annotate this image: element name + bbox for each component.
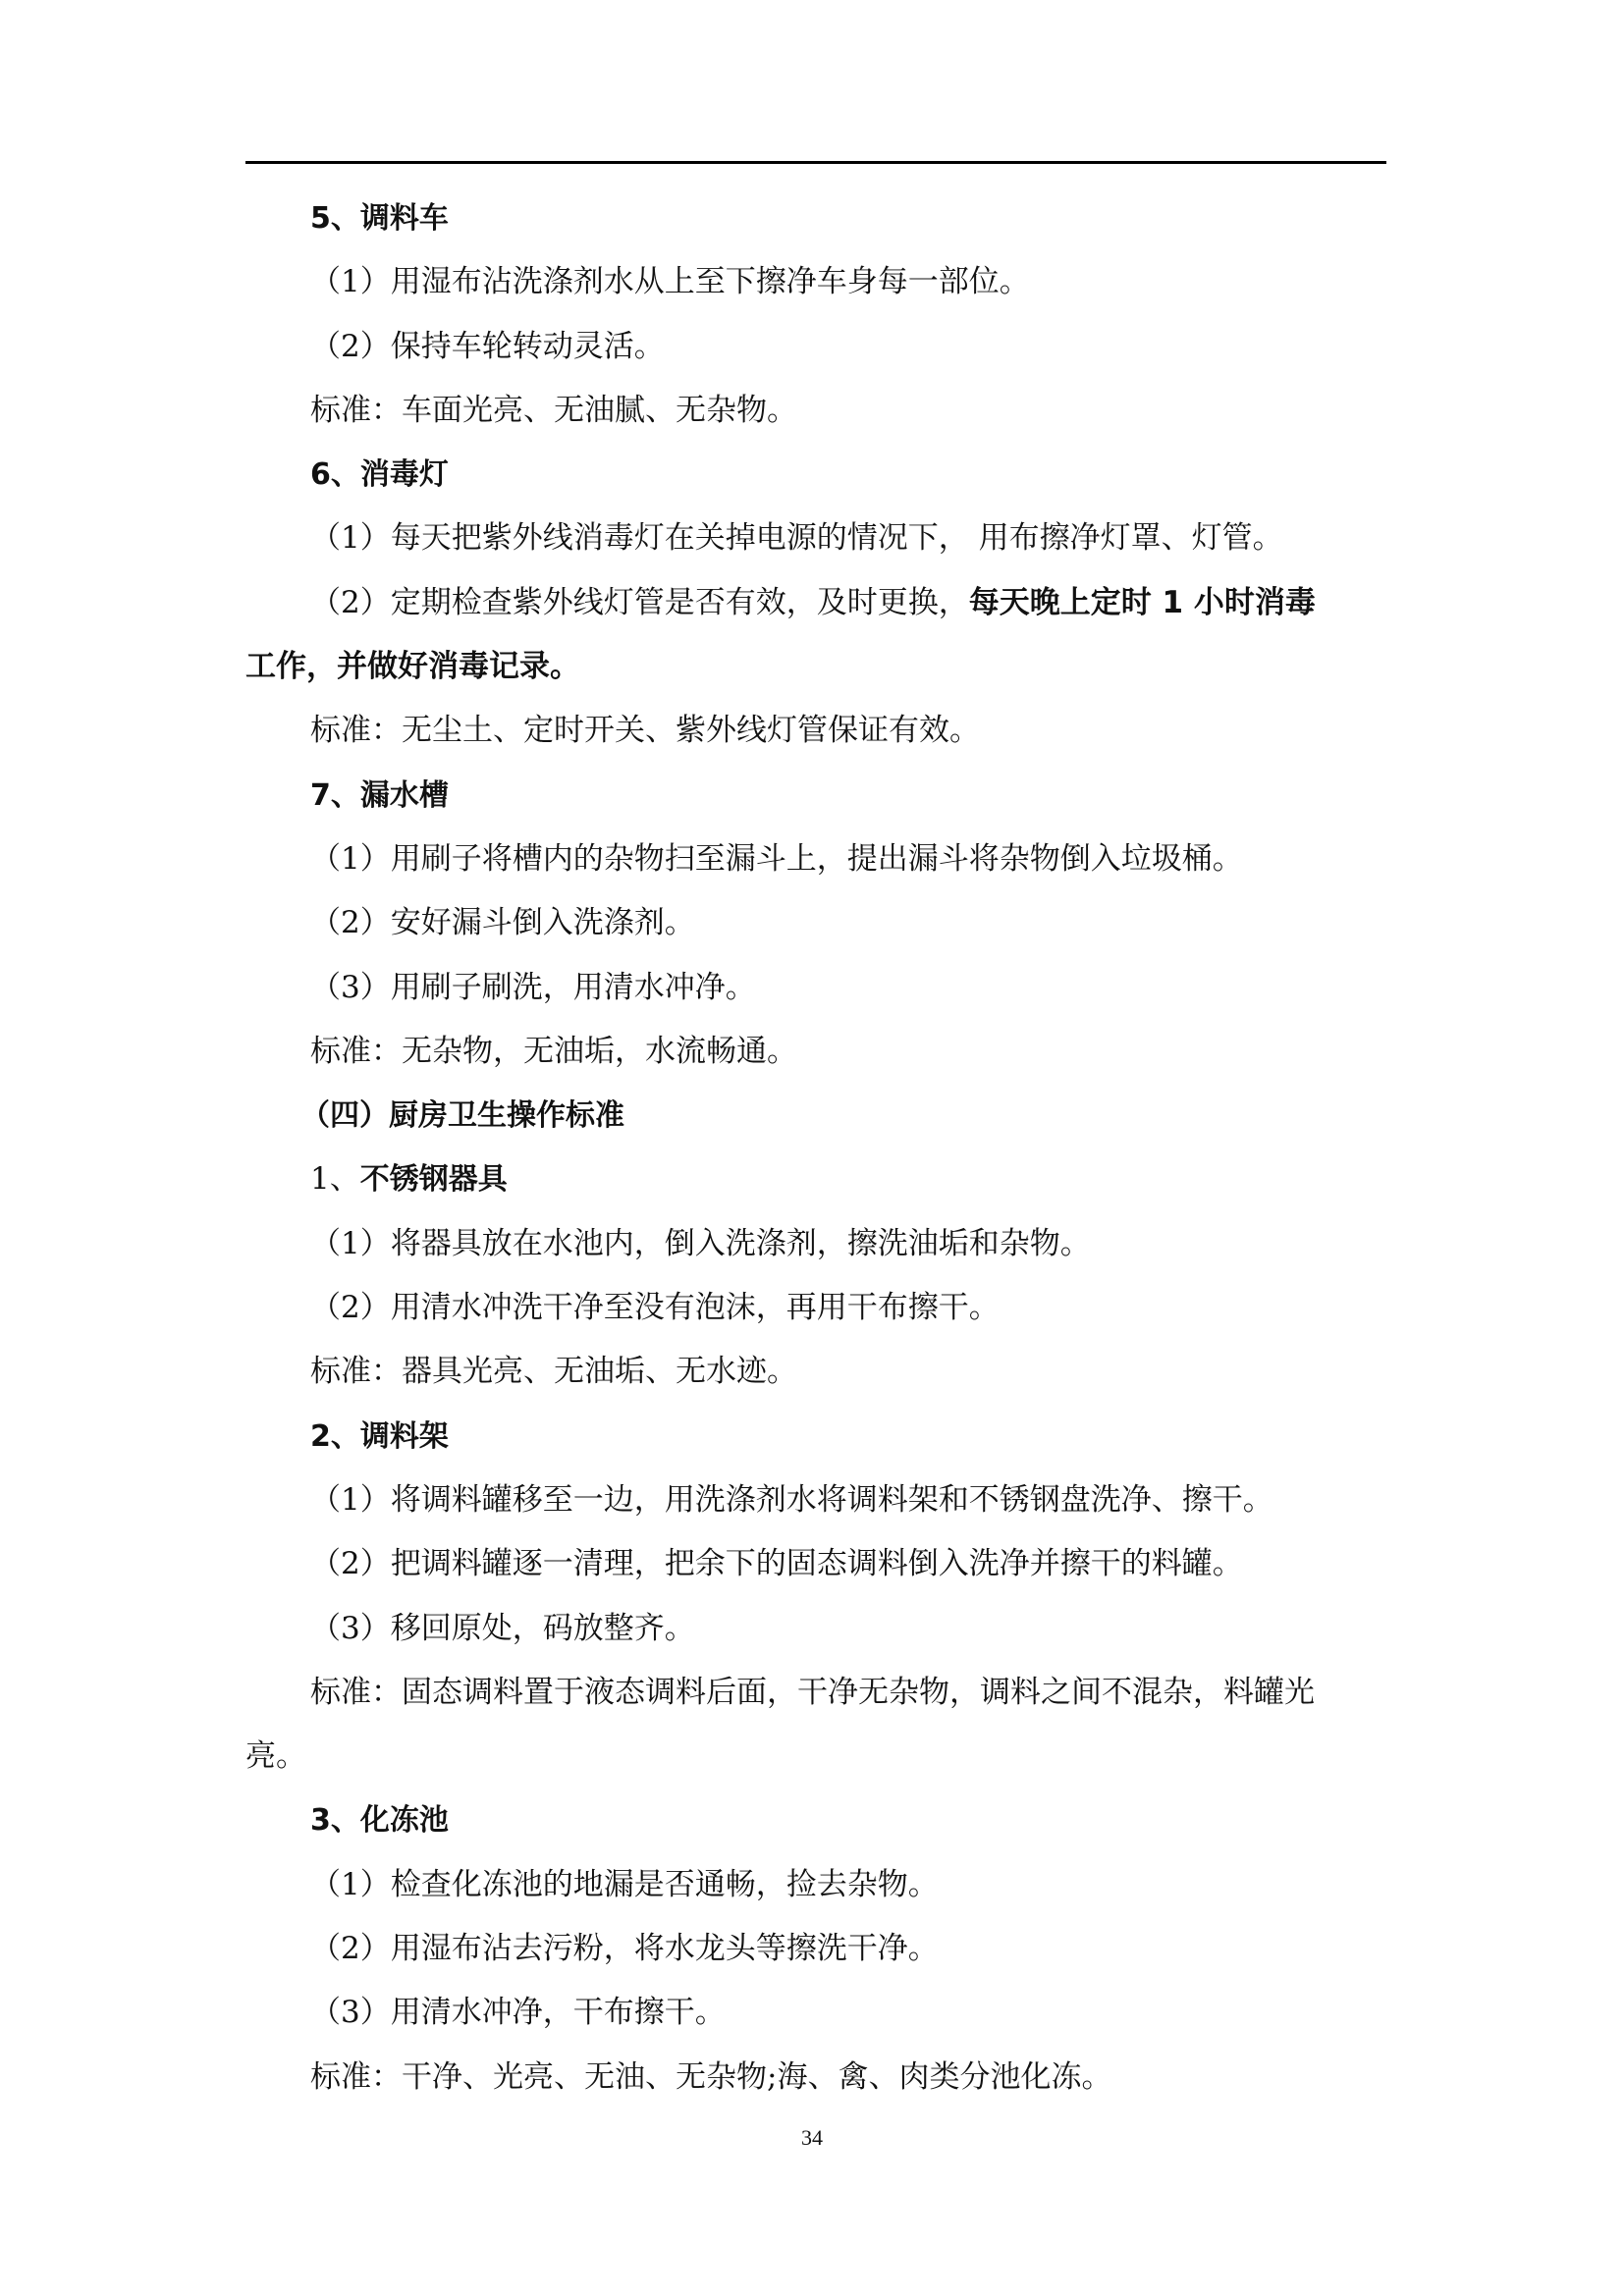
document-body	[245, 187, 1386, 2109]
list-item: （1）将器具放在水池内，倒入洗涤剂，擦洗油垢和杂物。	[310, 1225, 1091, 1261]
part-heading: （四）厨房卫生操作标准	[300, 1098, 624, 1134]
section-heading	[245, 1148, 1386, 1211]
list-item: （3）用清水冲净，干布擦干。	[310, 1995, 726, 2031]
standard-text: 标准：无杂物，无油垢，水流畅通。	[310, 1033, 797, 1069]
list-item: （1）用湿布沾洗涤剂水从上至下擦净车身每一部位。	[310, 264, 1030, 300]
list-item: （3）移回原处，码放整齐。	[310, 1610, 695, 1646]
list-item: （2）用湿布沾去污粉，将水龙头等擦洗干净。	[310, 1931, 939, 1967]
list-item: （1）用刷子将槽内的杂物扫至漏斗上，提出漏斗将杂物倒入垃圾桶。	[310, 840, 1243, 877]
standard-text: 标准：固态调料置于液态调料后面，干净无杂物，调料之间不混杂，料罐光	[310, 1674, 1315, 1710]
section-heading: 6、消毒灯	[310, 457, 449, 493]
list-item	[245, 571, 1386, 635]
standard-text: 标准：干净、光亮、无油、无杂物;海、禽、肉类分池化冻。	[310, 2058, 1112, 2095]
list-item: （3）用刷子刷洗，用清水冲净。	[310, 969, 756, 1005]
list-item: （2）保持车轮转动灵活。	[310, 328, 665, 364]
list-item: （1）检查化冻池的地漏是否通畅，捡去杂物。	[310, 1866, 939, 1902]
section-title: 不锈钢器具	[359, 1162, 508, 1198]
section-heading: 2、调料架	[310, 1418, 449, 1454]
standard-text: 标准：无尘土、定时开关、紫外线灯管保证有效。	[310, 713, 980, 749]
standard-text: 标准：器具光亮、无油垢、无水迹。	[310, 1354, 797, 1390]
list-item: （1）将调料罐移至一边，用洗涤剂水将调料架和不锈钢盘洗净、擦干。	[310, 1481, 1273, 1518]
list-item: （2）用清水冲洗干净至没有泡沫，再用干布擦干。	[310, 1290, 1000, 1326]
section-heading: 5、调料车	[310, 201, 449, 236]
page-number: 34	[801, 2125, 823, 2150]
section-number: 1、	[310, 1161, 360, 1198]
section-heading: 7、漏水槽	[310, 777, 449, 813]
list-item: （2）把调料罐逐一清理，把余下的固态调料倒入洗净并擦干的料罐。	[310, 1546, 1243, 1582]
list-item-text: （2）定期检查紫外线灯管是否有效，及时更换，	[310, 584, 969, 620]
list-item-continuation: 工作，并做好消毒记录。	[245, 649, 580, 685]
list-item: （2）安好漏斗倒入洗涤剂。	[310, 905, 695, 941]
section-heading: 3、化冻池	[310, 1803, 449, 1839]
standard-text: 标准：车面光亮、无油腻、无杂物。	[310, 392, 797, 428]
list-item-bold-text: 每天晚上定时 1 小时消毒	[968, 584, 1316, 620]
list-item: （1）每天把紫外线消毒灯在关掉电源的情况下， 用布擦净灯罩、灯管。	[310, 520, 1283, 557]
standard-text-continuation: 亮。	[245, 1738, 306, 1775]
header-rule	[245, 161, 1386, 164]
